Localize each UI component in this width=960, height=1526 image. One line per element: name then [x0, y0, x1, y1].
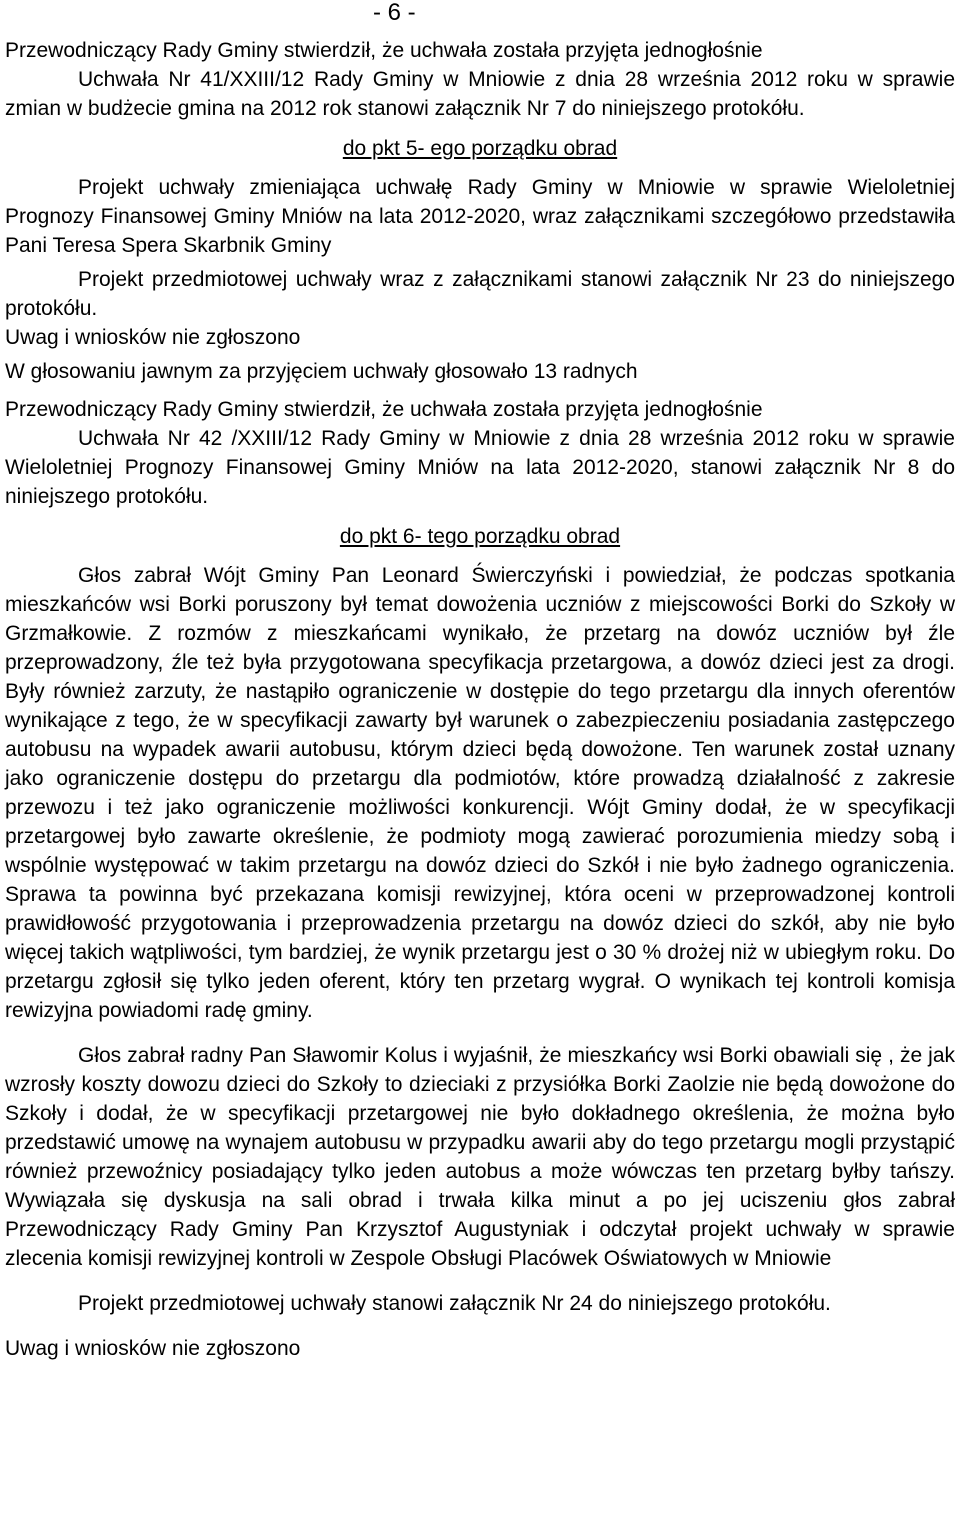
section-heading-point-6: do pkt 6- tego porządku obrad: [339, 525, 621, 548]
paragraph-mayor-speech: Głos zabrał Wójt Gminy Pan Leonard Świerczyński i powiedział, że podczas spotkania mieszkańców wsi Borki poruszony był temat dowożenia uczniów z miejscowości Borki do Szkoły w Grzmałkowie. Z rozmów z mieszkańcami wynikało, że przetarg na dowóz uczniów był źle przeprowadzony, źle też była przygotowana specyfikacja przetargowa, a dowóz dzieci jest za drogi. Były również zarzuty, że nastąpiło ograniczenie w dostępie do tego przetargu dla innych oferentów wynikające z tego, że w specyfikacji zawarty był warunek o zabezpieczeniu posiadania zastępczego autobusu na wypadek awarii autobusu, którym dzieci będą dowożone. Ten warunek został uznany jako ograniczenie dostępu do przetargu dla podmiotów, które prowadzą działalność z zakresie przewozu i też jako ograniczenie możliwości konkurencji. Wójt Gminy dodał, że w specyfikacji przetargowej było zawarte określenie, że podmioty mogą zawierać porozumienia miedzy sobą i wspólnie występować w takim przetargu na dowóz dzieci do Szkół i nie było żadnego ograniczenia. Sprawa ta powinna być przekazana komisji rewizyjnej, która oceni w przeprowadzonej kontroli prawidłowość przygotowania i przeprowadzenia przetargu na dowóz dzieci do szkół, aby nie było więcej takich wątpliwości, tym bardziej, że wynik przetargu jest o 30 % drożej niż w ubiegłym roku. Do przetargu zgłosił się tylko jeden oferent, który ten przetarg wygrał. O wynikach tej kontroli komisja rewizyjna powiadomi radę gminy.: [5, 564, 955, 1022]
paragraph-councillor-speech: Głos zabrał radny Pan Sławomir Kolus i wyjaśnił, że mieszkańcy wsi Borki obawiali się , że jak wzrosły koszty dowozu dzieci do Szkoły to dzieciaki z przysiółka Borki Zaolzie nie będą dowożone do Szkoły i dodał, że w specyfikacji przetargowej nie było dokładnego określenia, że można było przedstawić umowę na wynajem autobusu w przypadku awarii aby do tego przetargu mogli przystąpić również przewoźnicy posiadający tylko jeden autobus a może wówczas ten przetarg byłby tańszy. Wywiązała się dyskusja na sali obrad i trwała kilka minut a po jej uciszeniu głos zabrał Przewodniczący Rady Gminy Pan Krzysztof Augustyniak i odczytał projekt uchwały w sprawie zlecenia komisji rewizyjnej kontroli w Zespole Obsługi Placówek Oświatowych w Mniowie: [5, 1044, 955, 1270]
page-number: - 6 -: [373, 0, 416, 26]
paragraph-attachment-24: Projekt przedmiotowej uchwały stanowi załącznik Nr 24 do niniejszego protokółu.: [78, 1292, 831, 1315]
section-heading-point-5: do pkt 5- ego porządku obrad: [342, 137, 618, 160]
paragraph-no-comments-1: Uwag i wniosków nie zgłoszono: [5, 326, 301, 349]
document-body: [5, 36, 955, 1363]
paragraph-no-comments-2: Uwag i wniosków nie zgłoszono: [5, 1337, 301, 1360]
paragraph-chairman-statement-2: Przewodniczący Rady Gminy stwierdził, że uchwała została przyjęta jednogłośnie: [5, 398, 763, 421]
paragraph-project-presentation: Projekt uchwały zmieniająca uchwałę Rady Gminy w Mniowie w sprawie Wieloletniej Prognozy Finansowej Gminy Mniów na lata 2012-2020, wraz załącznikami szczegółowo przedstawiła Pani Teresa Spera Skarbnik Gminy: [5, 176, 955, 257]
paragraph-voting: W głosowaniu jawnym za przyjęciem uchwały głosowało 13 radnych: [5, 360, 638, 383]
paragraph-chairman-statement-1: Przewodniczący Rady Gminy stwierdził, że uchwała została przyjęta jednogłośnie: [5, 39, 763, 62]
paragraph-resolution-42: Uchwała Nr 42 /XXIII/12 Rady Gminy w Mniowie z dnia 28 września 2012 roku w sprawie Wieloletniej Prognozy Finansowej Gminy Mniów na lata 2012-2020, stanowi załącznik Nr 8 do niniejszego protokółu.: [5, 427, 955, 508]
paragraph-attachment-23: Projekt przedmiotowej uchwały wraz z załącznikami stanowi załącznik Nr 23 do niniejszego protokółu.: [5, 268, 955, 320]
paragraph-resolution-41: Uchwała Nr 41/XXIII/12 Rady Gminy w Mniowie z dnia 28 września 2012 roku w sprawie zmian w budżecie gmina na 2012 rok stanowi załącznik Nr 7 do niniejszego protokółu.: [5, 68, 955, 120]
